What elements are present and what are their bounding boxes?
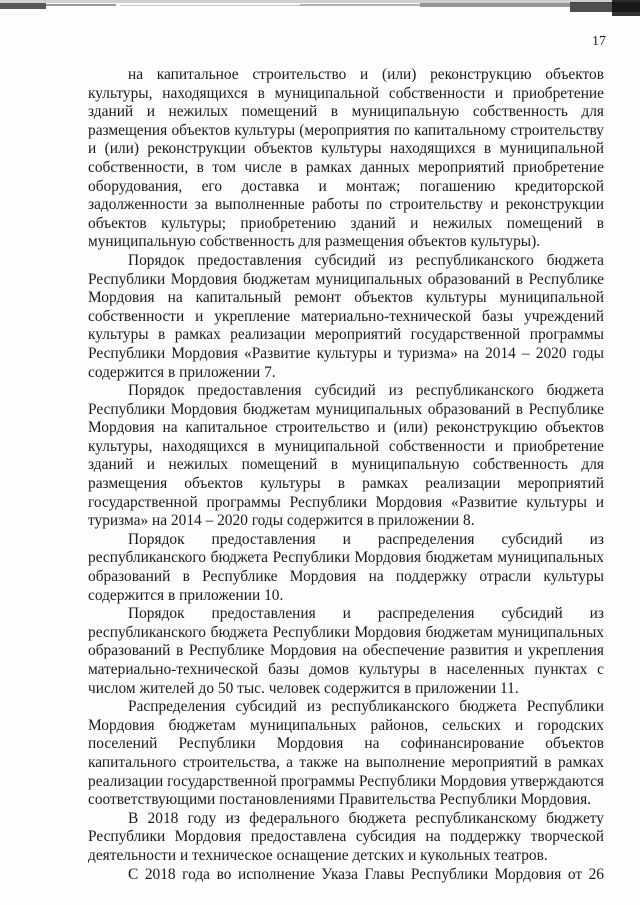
paragraph-appendix-11: Порядок предоставления и распределения субсидий из республиканского бюджета Республики Мордовия бюджетам муниципальных образований в Республике Мордовия на обеспечение развития и укрепления материально-технической базы домов культуры в населенных пунктах с числом жителей до 50 тыс. человек содержится в приложении 11. [88,605,604,697]
document-body [88,66,604,884]
paragraph-decree: С 2018 года во исполнение Указа Главы Республики Мордовия от 26 [128,865,604,883]
paragraph-theatre-subsidy: В 2018 году из федерального бюджета республиканскому бюджету Республики Мордовия предоставлена субсидия на поддержку творческой деятельности и техническое оснащение детских и кукольных театров. [88,809,604,864]
scan-edge-artifact [0,0,640,16]
paragraph-appendix-7: Порядок предоставления субсидий из республиканского бюджета Республики Мордовия бюджетам муниципальных образований в Республике Мордовия на капитальный ремонт объектов культуры муниципальной собственности и укрепление материально-технической базы учреждений культуры в рамках реализации мероприятий государственной программы Республики Мордовия «Развитие культуры и туризма» на 2014 – 2020 годы содержится в приложении 7. [88,251,604,381]
paragraph-subsidy-distribution: Распределения субсидий из республиканского бюджета Республики Мордовия бюджетам муниципальных районов, сельских и городских поселений Республики Мордовия на софинансирование объектов капитального строительства, а также на выполнение мероприятий в рамках реализации государственной программы Республики Мордовия утверждаются соответствующими постановлениями Правительства Республики Мордовия. [88,698,604,809]
page-number: 17 [592,34,606,49]
paragraph-appendix-8: Порядок предоставления субсидий из республиканского бюджета Республики Мордовия бюджетам муниципальных образований в Республике Мордовия на капитальное строительство и (или) реконструкцию объектов культуры, находящихся в муниципальной собственности и приобретение зданий и нежилых помещений в муниципальную собственность для размещения объектов культуры в рамках реализации мероприятий государственной программы Республики Мордовия «Развитие культуры и туризма» на 2014 – 2020 годы содержится в приложении 8. [88,382,604,530]
paragraph-appendix-10: Порядок предоставления и распределения субсидий из республиканского бюджета Республики Мордовия бюджетам муниципальных образований в Республике Мордовия на поддержку отрасли культуры содержится в приложении 10. [88,530,604,604]
paragraph-continuation: на капитальное строительство и (или) реконструкцию объектов культуры, находящихся в муниципальной собственности и приобретение зданий и нежилых помещений в муниципальную собственность для размещения объектов культуры (мероприятия по капитальному строительству и (или) реконструкции объектов культуры находящихся в муниципальной собственности, в том числе в рамках данных мероприятий приобретение оборудования, его доставка и монтаж; погашению кредиторской задолженности за выполненные работы по строительству и реконструкции объектов культуры; приобретению зданий и нежилых помещений в муниципальную собственность для размещения объектов культуры). [88,66,604,251]
